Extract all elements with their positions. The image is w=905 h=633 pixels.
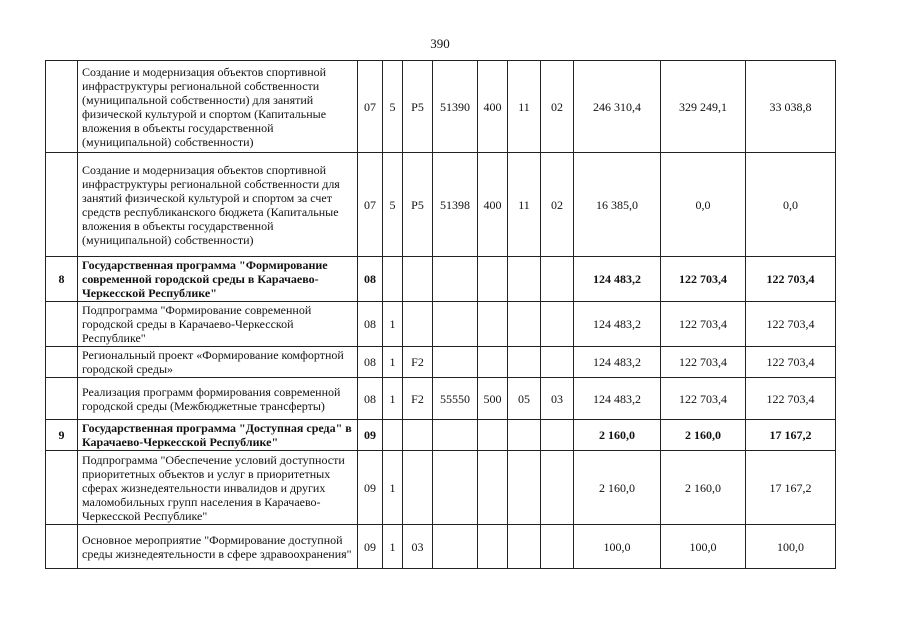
row-number xyxy=(46,153,78,257)
row-name: Создание и модернизация объектов спортивной инфраструктуры региональной собственности для занятий физической культурой и спортом за счет средств республиканского бюджета (Капитальные вложения в объекты государственной (муниципальной) собственности) xyxy=(78,153,358,257)
value-1: 124 483,2 xyxy=(574,347,661,378)
code-5 xyxy=(478,525,508,569)
code-2: 1 xyxy=(383,378,403,420)
value-2: 122 703,4 xyxy=(661,347,746,378)
code-4 xyxy=(433,302,478,347)
row-name: Основное мероприятие "Формирование доступной среды жизнедеятельности в сфере здравоохранения" xyxy=(78,525,358,569)
code-7 xyxy=(541,302,574,347)
row-number: 8 xyxy=(46,257,78,302)
code-3: P5 xyxy=(403,153,433,257)
row-name: Создание и модернизация объектов спортивной инфраструктуры региональной собственности (муниципальной собственности) для занятий физической культурой и спортом (Капитальные вложения в объекты государственной (муниципальной) собственности) xyxy=(78,61,358,153)
code-3 xyxy=(403,451,433,525)
value-3: 122 703,4 xyxy=(746,378,836,420)
value-2: 122 703,4 xyxy=(661,257,746,302)
code-5: 500 xyxy=(478,378,508,420)
value-1: 16 385,0 xyxy=(574,153,661,257)
row-name: Государственная программа "Доступная среда" в Карачаево-Черкесской Республике" xyxy=(78,420,358,451)
code-7 xyxy=(541,257,574,302)
value-3: 17 167,2 xyxy=(746,420,836,451)
code-7: 02 xyxy=(541,61,574,153)
table-row xyxy=(46,451,836,525)
value-2: 2 160,0 xyxy=(661,451,746,525)
code-5: 400 xyxy=(478,153,508,257)
code-5 xyxy=(478,302,508,347)
value-1: 124 483,2 xyxy=(574,302,661,347)
code-4: 51390 xyxy=(433,61,478,153)
table-row xyxy=(46,153,836,257)
code-1: 08 xyxy=(358,302,383,347)
value-2: 0,0 xyxy=(661,153,746,257)
code-3 xyxy=(403,257,433,302)
value-2: 122 703,4 xyxy=(661,378,746,420)
value-3: 122 703,4 xyxy=(746,302,836,347)
page-number: 390 xyxy=(430,36,450,51)
value-1: 2 160,0 xyxy=(574,451,661,525)
code-5: 400 xyxy=(478,61,508,153)
value-2: 329 249,1 xyxy=(661,61,746,153)
value-2: 2 160,0 xyxy=(661,420,746,451)
table-row xyxy=(46,257,836,302)
code-6 xyxy=(508,347,541,378)
code-2: 1 xyxy=(383,302,403,347)
value-1: 2 160,0 xyxy=(574,420,661,451)
code-3 xyxy=(403,302,433,347)
row-name: Реализация программ формирования современной городской среды (Межбюджетные трансферты) xyxy=(78,378,358,420)
budget-table xyxy=(45,60,836,569)
code-6 xyxy=(508,525,541,569)
row-number xyxy=(46,451,78,525)
code-1: 09 xyxy=(358,420,383,451)
code-1: 08 xyxy=(358,378,383,420)
code-1: 09 xyxy=(358,451,383,525)
code-2: 5 xyxy=(383,61,403,153)
code-5 xyxy=(478,451,508,525)
code-3: F2 xyxy=(403,378,433,420)
table-body xyxy=(46,61,836,569)
code-2: 1 xyxy=(383,525,403,569)
value-3: 0,0 xyxy=(746,153,836,257)
table-row xyxy=(46,347,836,378)
code-4: 55550 xyxy=(433,378,478,420)
row-number xyxy=(46,61,78,153)
table-row xyxy=(46,420,836,451)
row-name: Подпрограмма "Формирование современной городской среды в Карачаево-Черкесской Республике" xyxy=(78,302,358,347)
code-2 xyxy=(383,420,403,451)
row-name: Государственная программа "Формирование современной городской среды в Карачаево-Черкесской Республике" xyxy=(78,257,358,302)
value-1: 100,0 xyxy=(574,525,661,569)
code-6 xyxy=(508,420,541,451)
code-3: P5 xyxy=(403,61,433,153)
table-row xyxy=(46,525,836,569)
code-2: 5 xyxy=(383,153,403,257)
code-6: 11 xyxy=(508,153,541,257)
code-5 xyxy=(478,420,508,451)
code-4: 51398 xyxy=(433,153,478,257)
code-6 xyxy=(508,302,541,347)
code-7 xyxy=(541,525,574,569)
code-1: 09 xyxy=(358,525,383,569)
value-3: 100,0 xyxy=(746,525,836,569)
row-name: Региональный проект «Формирование комфортной городской среды» xyxy=(78,347,358,378)
value-1: 124 483,2 xyxy=(574,257,661,302)
code-4 xyxy=(433,347,478,378)
table-row xyxy=(46,378,836,420)
row-number xyxy=(46,302,78,347)
code-5 xyxy=(478,347,508,378)
value-3: 33 038,8 xyxy=(746,61,836,153)
code-4 xyxy=(433,451,478,525)
code-4 xyxy=(433,525,478,569)
value-3: 122 703,4 xyxy=(746,257,836,302)
code-7: 03 xyxy=(541,378,574,420)
row-number xyxy=(46,347,78,378)
code-3 xyxy=(403,420,433,451)
code-7 xyxy=(541,451,574,525)
value-1: 124 483,2 xyxy=(574,378,661,420)
code-4 xyxy=(433,257,478,302)
value-3: 122 703,4 xyxy=(746,347,836,378)
code-3: F2 xyxy=(403,347,433,378)
code-6 xyxy=(508,451,541,525)
code-5 xyxy=(478,257,508,302)
code-2: 1 xyxy=(383,347,403,378)
code-4 xyxy=(433,420,478,451)
value-2: 100,0 xyxy=(661,525,746,569)
code-1: 08 xyxy=(358,347,383,378)
code-3: 03 xyxy=(403,525,433,569)
row-name: Подпрограмма "Обеспечение условий доступности приоритетных объектов и услуг в приоритетных сферах жизнедеятельности инвалидов и других маломобильных групп населения в Карачаево-Черкесской Республике" xyxy=(78,451,358,525)
row-number xyxy=(46,525,78,569)
code-6 xyxy=(508,257,541,302)
table-row xyxy=(46,302,836,347)
code-6: 11 xyxy=(508,61,541,153)
code-1: 07 xyxy=(358,153,383,257)
code-1: 08 xyxy=(358,257,383,302)
code-2 xyxy=(383,257,403,302)
code-7 xyxy=(541,420,574,451)
code-1: 07 xyxy=(358,61,383,153)
value-1: 246 310,4 xyxy=(574,61,661,153)
value-3: 17 167,2 xyxy=(746,451,836,525)
code-7 xyxy=(541,347,574,378)
table-row xyxy=(46,61,836,153)
code-7: 02 xyxy=(541,153,574,257)
value-2: 122 703,4 xyxy=(661,302,746,347)
row-number: 9 xyxy=(46,420,78,451)
row-number xyxy=(46,378,78,420)
code-6: 05 xyxy=(508,378,541,420)
code-2: 1 xyxy=(383,451,403,525)
